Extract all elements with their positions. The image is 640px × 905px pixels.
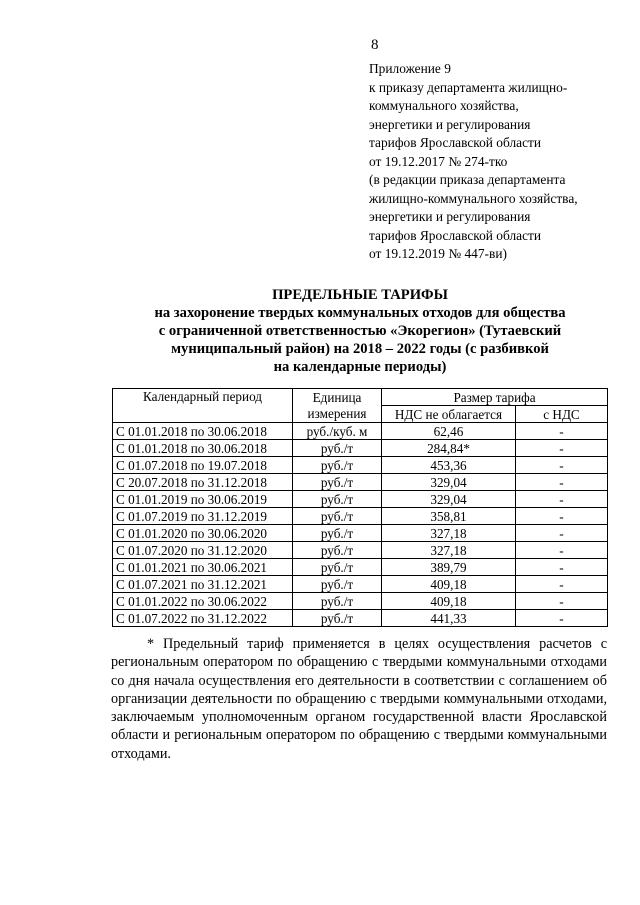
unit-cell: руб./т xyxy=(293,457,382,474)
unit-cell: руб./т xyxy=(293,593,382,610)
vat-cell: - xyxy=(516,440,608,457)
vat-cell: - xyxy=(516,423,608,440)
title-line: на календарные периоды) xyxy=(273,359,447,375)
unit-cell: руб./т xyxy=(293,508,382,525)
vat-cell: - xyxy=(516,525,608,542)
nonvat-cell: 409,18 xyxy=(382,593,516,610)
table-row xyxy=(113,593,608,610)
unit-cell: руб./т xyxy=(293,542,382,559)
table-row xyxy=(113,423,608,440)
vat-cell: - xyxy=(516,542,608,559)
table-row xyxy=(113,491,608,508)
tariff-rows xyxy=(113,423,608,627)
vat-cell: - xyxy=(516,576,608,593)
period-cell: С 01.01.2018 по 30.06.2018 xyxy=(113,423,293,440)
table-row xyxy=(113,576,608,593)
nonvat-cell: 329,04 xyxy=(382,491,516,508)
nonvat-cell: 329,04 xyxy=(382,474,516,491)
table-row xyxy=(113,542,608,559)
unit-cell: руб./т xyxy=(293,576,382,593)
appendix-line: жилищно-коммунального хозяйства, xyxy=(369,190,578,206)
header-tariff-size: Размер тарифа xyxy=(382,389,608,406)
header-with-vat: с НДС xyxy=(516,406,608,423)
table-row xyxy=(113,525,608,542)
footnote-text: * Предельный тариф применяется в целях осуществления расчетов с региональным оператором по обращению с твердыми коммунальными отходами со дня начала осуществления его деятельности в соответствии с соглашением об организации деятельности по обращению с твердыми коммунальными отходами, заключаемым уполномоченным органом государственной власти Ярославской области и региональным оператором по обращению с твердыми коммунальными отходами. xyxy=(111,636,607,762)
title-line: с ограниченной ответственностью «Экорегион» (Тутаевский xyxy=(158,323,562,339)
unit-cell: руб./т xyxy=(293,440,382,457)
header-period: Календарный период xyxy=(113,389,293,423)
nonvat-cell: 389,79 xyxy=(382,559,516,576)
nonvat-cell: 327,18 xyxy=(382,525,516,542)
period-cell: С 01.01.2019 по 30.06.2019 xyxy=(113,491,293,508)
vat-cell: - xyxy=(516,508,608,525)
table-row xyxy=(113,508,608,525)
header-unit-line1: Единица xyxy=(293,389,382,406)
period-cell: С 01.01.2020 по 30.06.2020 xyxy=(113,525,293,542)
nonvat-cell: 453,36 xyxy=(382,457,516,474)
period-cell: С 01.01.2021 по 30.06.2021 xyxy=(113,559,293,576)
page-number: 8 xyxy=(371,37,379,53)
unit-cell: руб./т xyxy=(293,559,382,576)
table-row xyxy=(113,457,608,474)
unit-cell: руб./т xyxy=(293,474,382,491)
period-cell: С 01.01.2018 по 30.06.2018 xyxy=(113,440,293,457)
footnote xyxy=(111,635,607,763)
vat-cell: - xyxy=(516,559,608,576)
appendix-line: от 19.12.2019 № 447-ви) xyxy=(369,246,507,261)
title-line: на захоронение твердых коммунальных отходов для общества xyxy=(154,305,566,321)
period-cell: С 01.01.2022 по 30.06.2022 xyxy=(113,593,293,610)
title-line: муниципальный район) на 2018 – 2022 годы (с разбивкой xyxy=(171,341,549,357)
appendix-header xyxy=(369,60,619,264)
appendix-line: энергетики и регулирования xyxy=(369,209,531,224)
period-cell: С 01.07.2018 по 19.07.2018 xyxy=(113,457,293,474)
appendix-line: тарифов Ярославской области xyxy=(369,135,542,150)
appendix-line: (в редакции приказа департамента xyxy=(369,172,566,187)
unit-cell: руб./куб. м xyxy=(293,423,382,440)
period-cell: С 01.07.2020 по 31.12.2020 xyxy=(113,542,293,559)
table-row xyxy=(113,610,608,627)
nonvat-cell: 284,84* xyxy=(382,440,516,457)
vat-cell: - xyxy=(516,474,608,491)
table-row xyxy=(113,474,608,491)
nonvat-cell: 358,81 xyxy=(382,508,516,525)
vat-cell: - xyxy=(516,457,608,474)
header-no-vat: НДС не облагается xyxy=(382,406,516,423)
nonvat-cell: 441,33 xyxy=(382,610,516,627)
vat-cell: - xyxy=(516,593,608,610)
nonvat-cell: 62,46 xyxy=(382,423,516,440)
table-row xyxy=(113,559,608,576)
period-cell: С 01.07.2022 по 31.12.2022 xyxy=(113,610,293,627)
table-row xyxy=(113,440,608,457)
appendix-line: энергетики и регулирования xyxy=(369,116,531,132)
unit-cell: руб./т xyxy=(293,610,382,627)
period-cell: С 20.07.2018 по 31.12.2018 xyxy=(113,474,293,491)
appendix-line: тарифов Ярославской области xyxy=(369,227,542,243)
appendix-line: Приложение 9 xyxy=(369,61,451,76)
nonvat-cell: 327,18 xyxy=(382,542,516,559)
nonvat-cell: 409,18 xyxy=(382,576,516,593)
title-line: ПРЕДЕЛЬНЫЕ ТАРИФЫ xyxy=(272,287,448,303)
period-cell: С 01.07.2021 по 31.12.2021 xyxy=(113,576,293,593)
appendix-line: от 19.12.2017 № 274-тко xyxy=(369,153,508,169)
tariff-table xyxy=(112,388,608,627)
header-unit-line2: измерения xyxy=(293,406,382,423)
vat-cell: - xyxy=(516,491,608,508)
vat-cell: - xyxy=(516,610,608,627)
appendix-line: к приказу департамента жилищно- xyxy=(369,79,568,95)
unit-cell: руб./т xyxy=(293,491,382,508)
unit-cell: руб./т xyxy=(293,525,382,542)
document-title xyxy=(80,286,640,376)
appendix-line: коммунального хозяйства, xyxy=(369,98,519,113)
period-cell: С 01.07.2019 по 31.12.2019 xyxy=(113,508,293,525)
